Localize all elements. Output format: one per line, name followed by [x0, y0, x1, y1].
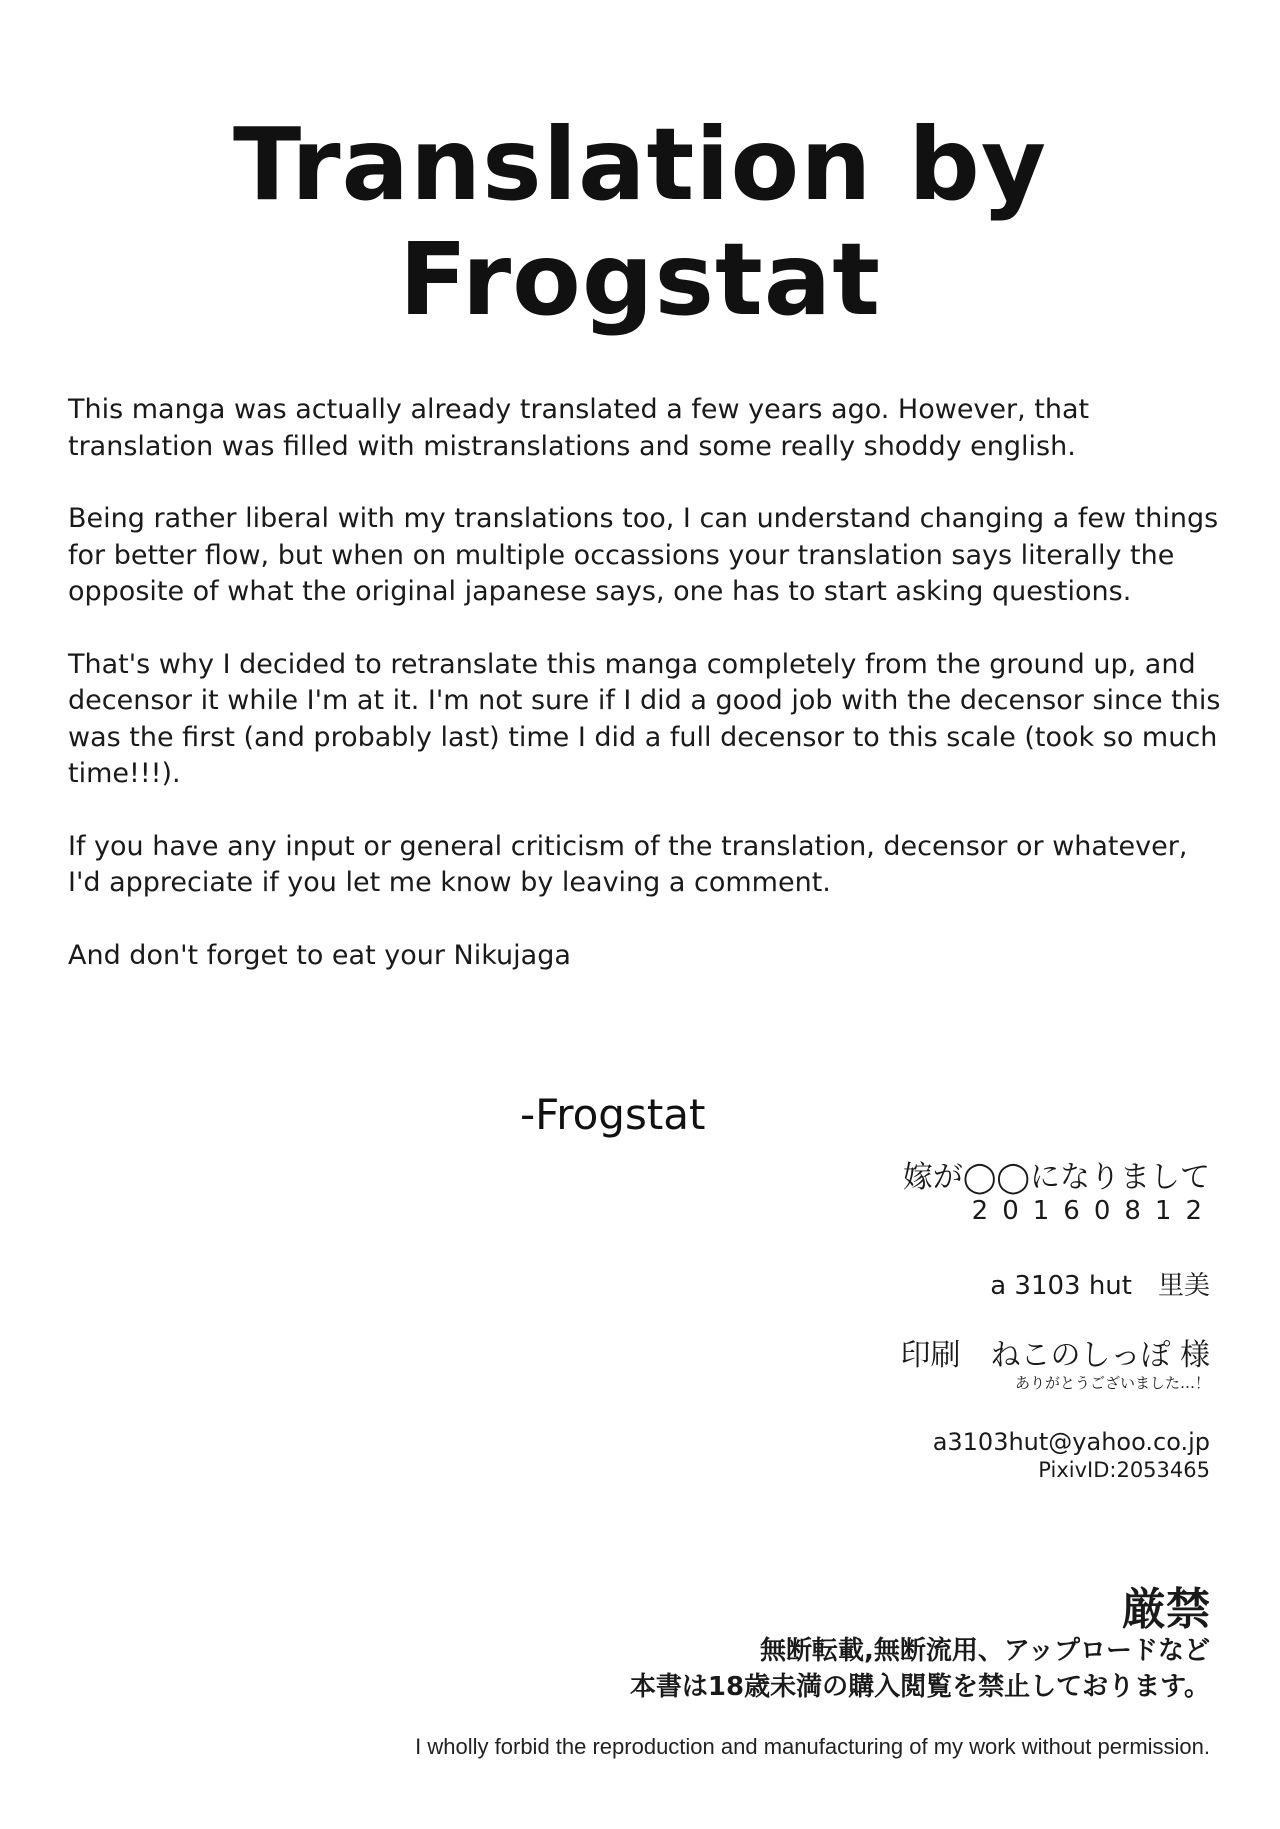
printer-credit: 印刷 ねこのしっぽ 様	[900, 1338, 1210, 1373]
author-credit: a 3103 hut 里美	[990, 1271, 1210, 1301]
copyright-notice: I wholly forbid the reproduction and manufacturing of my work without permission.	[415, 1734, 1210, 1759]
prohibition-line-2: 本書は18歳未満の購入閲覧を禁止しております。	[629, 1672, 1210, 1702]
title-line-2: Frogstat	[398, 221, 882, 338]
pixiv-id: PixivID:2053465	[1038, 1458, 1210, 1482]
paragraph: That's why I decided to retranslate this manga completely from the ground up, and decensor it while I'm at it. I'm not sure if I did a good job with the decensor since this was the first (and probably last) time I did a full decensor to this scale (took so much time!!!).	[68, 648, 1221, 789]
publication-date: 20160812	[971, 1196, 1216, 1226]
paragraph: And don't forget to eat your Nikujaga	[68, 939, 571, 971]
thanks-note: ありがとうございました…！	[1014, 1374, 1210, 1392]
prohibition-heading: 厳禁	[1122, 1584, 1210, 1635]
contact-email: a3103hut@yahoo.co.jp	[932, 1428, 1210, 1456]
paragraph: If you have any input or general criticism of the translation, decensor or whatever, I'd appreciate if you let me know by leaving a comment.	[68, 830, 1188, 898]
title-line-1: Translation by	[232, 106, 1048, 223]
book-title: 嫁が◯◯になりまして	[902, 1160, 1210, 1195]
paragraph: This manga was actually already translated a few years ago. However, that translation was filled with mistranslations and some really shoddy english.	[68, 394, 1090, 462]
prohibition-line-1: 無断転載,無断流用、アップロードなど	[759, 1636, 1210, 1666]
signature: -Frogstat	[520, 1090, 706, 1139]
translator-note	[68, 392, 1228, 1010]
paragraph: Being rather liberal with my translations too, I can understand changing a few things for better flow, but when on multiple occassions your translation says literally the opposite of what the original japanese says, one has to start asking questions.	[68, 503, 1219, 607]
